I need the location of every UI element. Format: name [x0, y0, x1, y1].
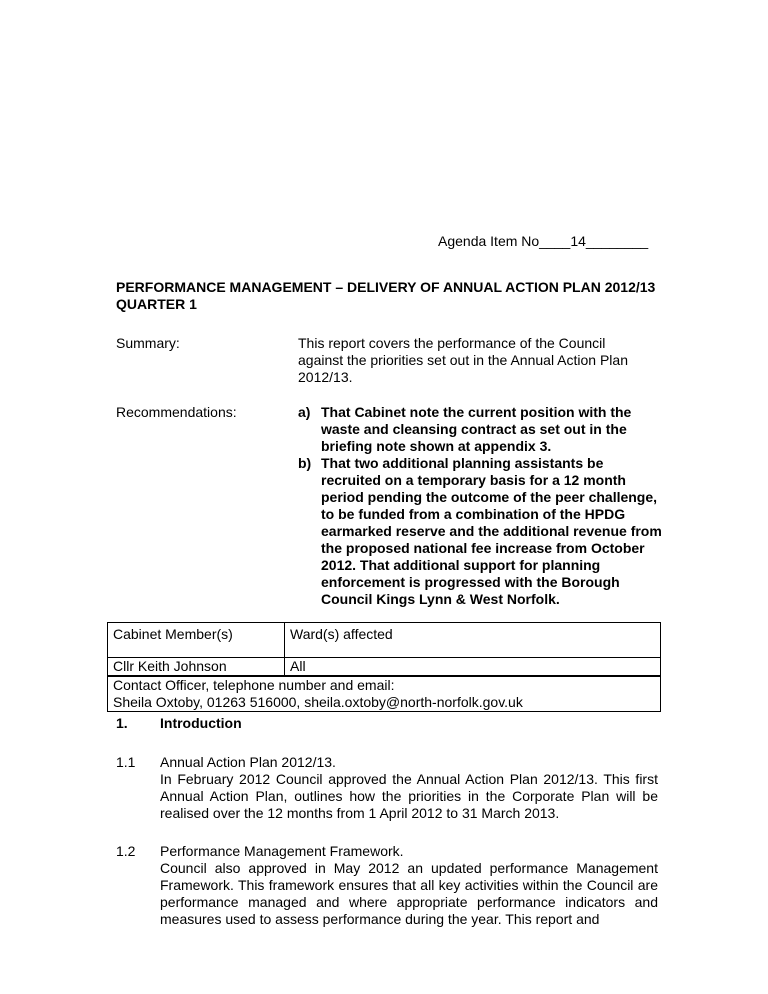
summary-text: This report covers the performance of the Council against the priorities set out in the Annual Action Plan 2012/13.	[298, 335, 628, 385]
cabinet-member-label: Cabinet Member(s)	[108, 623, 285, 658]
recommendation-item	[298, 404, 662, 455]
section-number: 1.	[116, 715, 128, 731]
section-heading: Introduction	[160, 715, 242, 731]
cabinet-member-value: Cllr Keith Johnson	[108, 658, 285, 677]
paragraph	[160, 843, 658, 928]
recommendation-item	[298, 455, 662, 608]
paragraph-text: In February 2012 Council approved the Annual Action Plan 2012/13. This first Annual Action Plan, outlines how the priorities in the Corporate Plan will be realised over the 12 months from 1 April 2012 to 31 March 2013.	[160, 771, 658, 821]
contact-officer-label: Contact Officer, telephone number and email:	[113, 677, 395, 693]
contact-officer-cell	[108, 676, 661, 712]
contact-officer-details: Sheila Oxtoby, 01263 516000, sheila.oxtoby@north-norfolk.gov.uk	[113, 694, 523, 710]
ward-label: Ward(s) affected	[285, 623, 661, 658]
paragraph-heading: Performance Management Framework.	[160, 843, 404, 859]
paragraph-number: 1.2	[116, 843, 136, 859]
recommendations-list	[298, 404, 662, 608]
paragraph-text: Council also approved in May 2012 an updated performance Management Framework. This framework ensures that all key activities within the Council are performance managed and where appropriate performance indicators and measures used to assess performance during the year. This report and	[160, 860, 658, 927]
report-title: PERFORMANCE MANAGEMENT – DELIVERY OF ANNUAL ACTION PLAN 2012/13 QUARTER 1	[116, 279, 656, 312]
summary-label: Summary:	[116, 335, 180, 351]
contact-table	[107, 622, 661, 712]
agenda-item-number: Agenda Item No____14________	[438, 233, 649, 249]
recommendation-letter: b)	[298, 455, 312, 471]
recommendation-letter: a)	[298, 404, 311, 420]
paragraph-number: 1.1	[116, 754, 136, 770]
paragraph-heading: Annual Action Plan 2012/13.	[160, 754, 336, 770]
recommendation-text: That two additional planning assistants be recruited on a temporary basis for a 12 month period pending the outcome of the peer challenge, to be funded from a combination of the HPDG earmarked reserve and the additional revenue from the proposed national fee increase from October 2012. That additional support for planning enforcement is progressed with the Borough Council Kings Lynn & West Norfolk.	[321, 455, 662, 607]
recommendation-text: That Cabinet note the current position with the waste and cleansing contract as set out in the briefing note shown at appendix 3.	[321, 404, 632, 454]
recommendations-label: Recommendations:	[116, 404, 237, 420]
ward-value: All	[285, 658, 661, 677]
paragraph	[160, 754, 658, 822]
